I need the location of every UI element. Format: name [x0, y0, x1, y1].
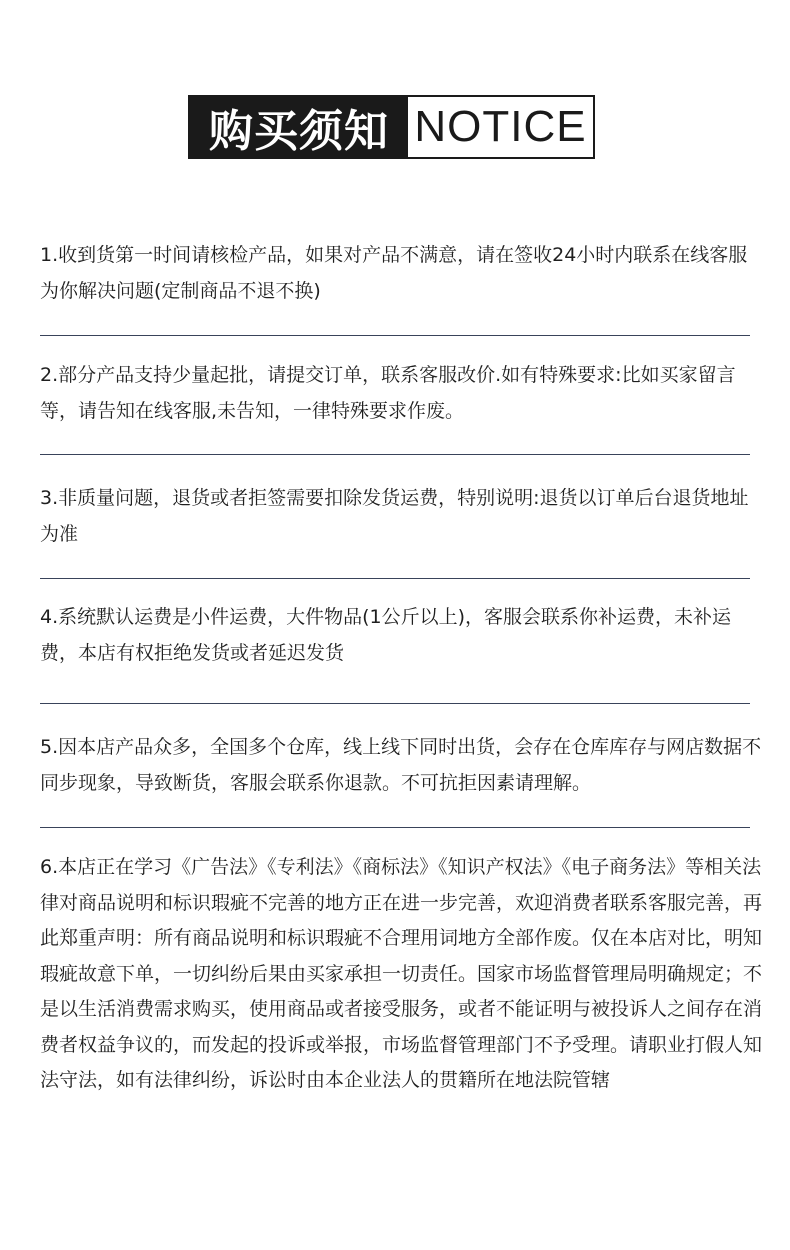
notice-item-3: 3.非质量问题，退货或者拒签需要扣除发货运费，特别说明:退货以订单后台退货地址为准 [40, 487, 749, 545]
divider-5 [40, 827, 750, 828]
notice-item-6: 6.本店正在学习《广告法》《专利法》《商标法》《知识产权法》《电子商务法》等相关法律对商品说明和标识瑕疵不完善的地方正在进一步完善，欢迎消费者联系客服完善，再此郑重声明：所有商品说明和标识瑕疵不合理用词地方全部作废。仅在本店对比，明知瑕疵故意下单，一切纠纷后果由买家承担一切责任。国家市场监督管理局明确规定；不是以生活消费需求购买，使用商品或者接受服务，或者不能证明与被投诉人之间存在消费者权益争议的，而发起的投诉或举报，市场监督管理部门不予受理。请职业打假人知法守法，如有法律纠纷，诉讼时由本企业法人的贯籍所在地法院管辖 [40, 856, 763, 1091]
notice-item-4: 4.系统默认运费是小件运费，大件物品(1公斤以上)，客服会联系你补运费，未补运费，本店有权拒绝发货或者延迟发货 [40, 606, 732, 664]
notice-title-banner [188, 95, 595, 159]
notice-item-1: 1.收到货第一时间请核检产品，如果对产品不满意，请在签收24小时内联系在线客服为你解决问题(定制商品不退不换) [40, 244, 748, 302]
notice-item-5: 5.因本店产品众多，全国多个仓库，线上线下同时出货，会存在仓库库存与网店数据不同步现象，导致断货，客服会联系你退款。不可抗拒因素请理解。 [40, 736, 762, 794]
title-english: NOTICE [408, 97, 593, 157]
divider-4 [40, 703, 750, 704]
title-chinese: 购买须知 [190, 97, 408, 157]
divider-2 [40, 454, 750, 455]
notice-item-2: 2.部分产品支持少量起批，请提交订单，联系客服改价.如有特殊要求:比如买家留言等，请告知在线客服,未告知，一律特殊要求作废。 [40, 364, 736, 422]
divider-3 [40, 578, 750, 579]
divider-1 [40, 335, 750, 336]
